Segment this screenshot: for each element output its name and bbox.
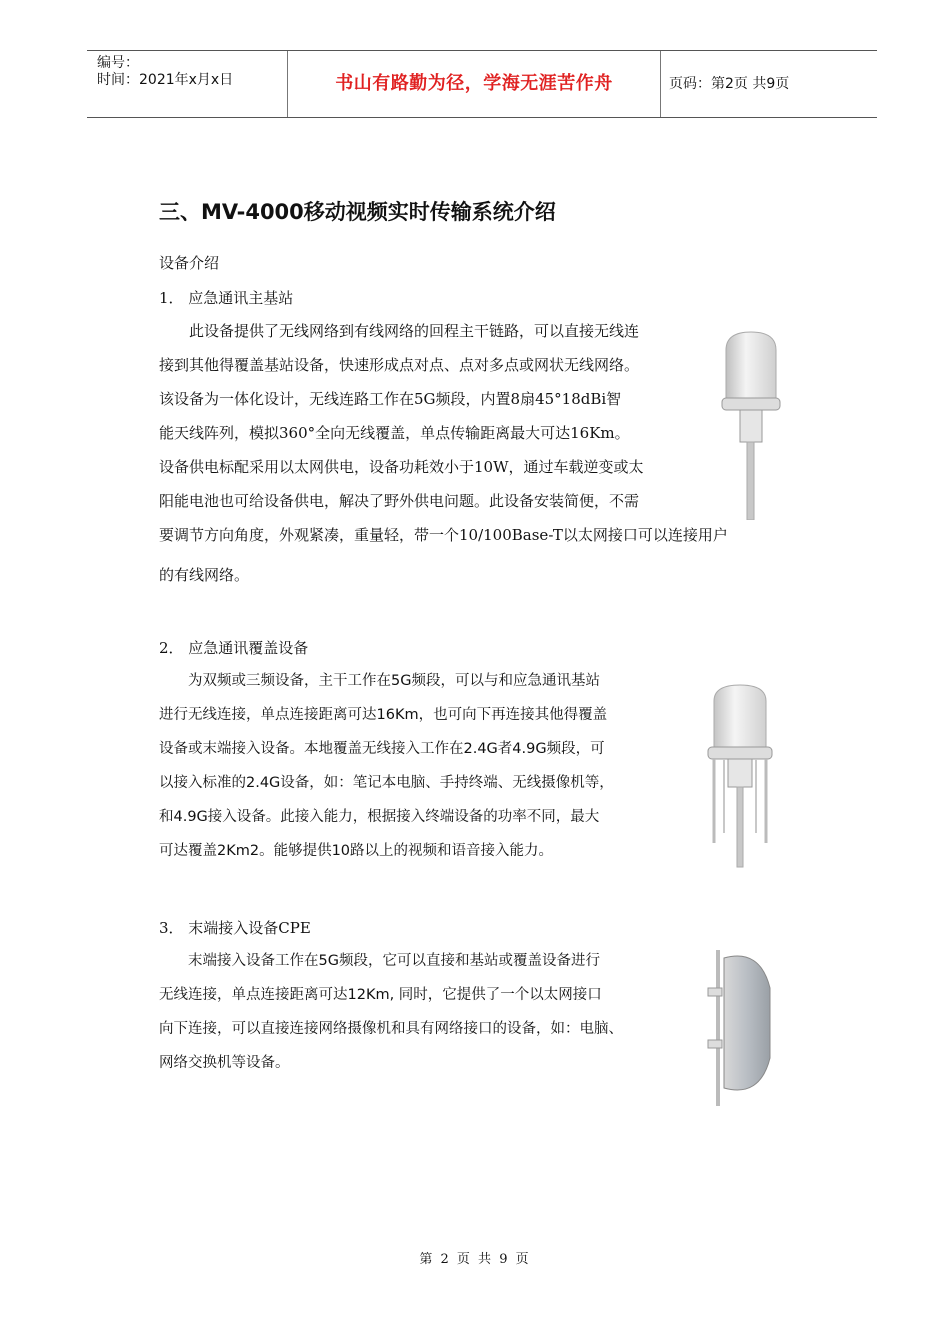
base-station-image: [716, 330, 786, 520]
section-title: 三、MV-4000移动视频实时传输系统介绍: [159, 200, 556, 224]
section-2-heading: 2． 应急通讯覆盖设备: [159, 639, 309, 657]
text-line: 此设备提供了无线网络到有线网络的回程主干链路，可以直接无线连: [159, 322, 640, 340]
page-header: [87, 50, 877, 118]
text-line: 该设备为一体化设计，无线连路工作在5G频段，内置8扇45°18dBi智: [159, 390, 622, 408]
text-line: 向下连接，可以直接连接网络摄像机和具有网络接口的设备，如：电脑、: [159, 1021, 623, 1037]
text-line: 以接入标准的2.4G设备，如：笔记本电脑、手持终端、无线摄像机等，: [159, 775, 614, 791]
text-line: 和4.9G接入设备。此接入能力，根据接入终端设备的功率不同，最大: [159, 809, 600, 825]
page-indicator: 页码：第2页 共9页: [669, 76, 790, 92]
text-line: 设备供电标配采用以太网供电，设备功耗效小于10W，通过车载逆变或太: [159, 458, 644, 476]
section-1-heading: 1． 应急通讯主基站: [159, 289, 294, 307]
section-3-body: [159, 944, 694, 1080]
text-line: 网络交换机等设备。: [159, 1055, 290, 1071]
text-line: 的有线网络。: [159, 566, 250, 584]
text-line: 可达覆盖2Km2。能够提供10路以上的视频和语音接入能力。: [159, 843, 554, 859]
time-label: 时间：2021年x月x日: [97, 72, 234, 88]
text-line: 末端接入设备工作在5G频段，它可以直接和基站或覆盖设备进行: [159, 953, 600, 969]
header-motto: 书山有路勤为径，学海无涯苦作舟: [287, 51, 661, 117]
text-line: 无线连接，单点连接距离可达12Km, 同时，它提供了一个以太网接口: [159, 987, 602, 1003]
text-line: 能天线阵列，模拟360°全向无线覆盖，单点传输距离最大可达16Km。: [159, 424, 630, 442]
section-2-body: [159, 664, 704, 868]
number-label: 编号：: [97, 55, 139, 71]
coverage-device-image: [700, 683, 780, 868]
section-1-body: [159, 314, 728, 592]
text-line: 进行无线连接，单点连接距离可达16Km，也可向下再连接其他得覆盖: [159, 707, 608, 723]
cpe-device-image: [700, 948, 780, 1108]
section-3-heading: 3． 末端接入设备CPE: [159, 919, 311, 937]
text-line: 要调节方向角度，外观紧凑，重量轻，带一个10/100Base-T以太网接口可以连接用户: [159, 526, 728, 544]
intro-label: 设备介绍: [159, 254, 220, 272]
text-line: 设备或末端接入设备。本地覆盖无线接入工作在2.4G者4.9G频段，可: [159, 741, 605, 757]
header-meta: [87, 51, 287, 117]
text-line: 阳能电池也可给设备供电，解决了野外供电问题。此设备安装简便，不需: [159, 492, 640, 510]
text-line: 接到其他得覆盖基站设备，快速形成点对点、点对多点或网状无线网络。: [159, 356, 640, 374]
page-footer: 第 2 页 共 9 页: [419, 1252, 531, 1267]
text-line: 为双频或三频设备，主干工作在5G频段，可以与和应急通讯基站: [159, 673, 600, 689]
